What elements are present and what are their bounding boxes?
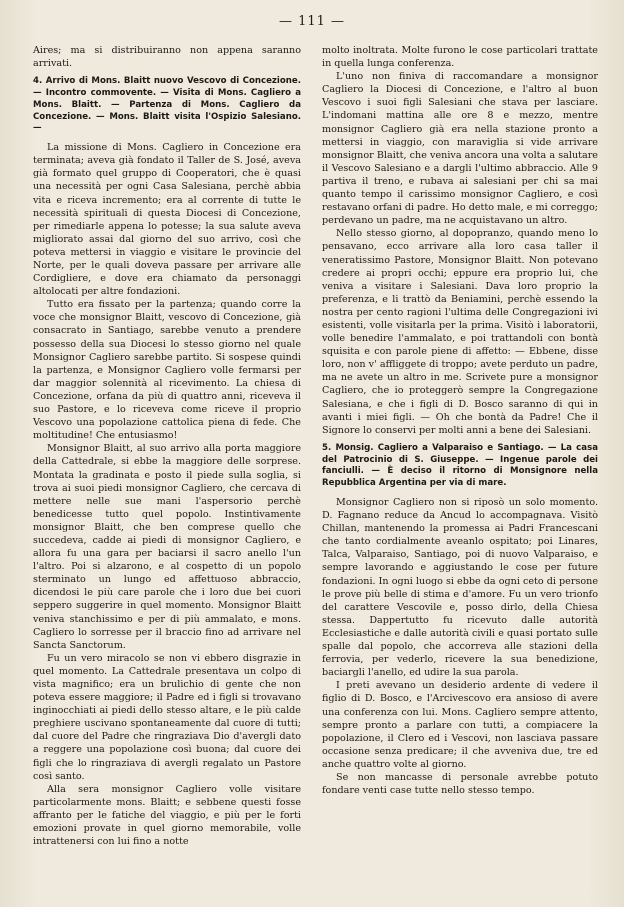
paragraph: Monsignor Blaitt, al suo arrivo alla porta maggiore della Cattedrale, si ebbe la maggiore delle sorprese. Montata la gradinata e posto il piede sulla soglia, si trova ai suoi piedi monsignor Cagliero, che cercava di mettere nelle sue mani l'aspersorio perchè benedicesse tutto quel popolo. Instintivamente monsignor Blaitt, che ben comprese quello che succedeva, cadde ai piedi di monsignor Cagliero, e allora fu una gara per baciarsi il sacro anello l'un l'altro. Poi si alzarono, e al cospetto di un popolo sterminato un lungo ed affettuoso abbraccio, dicendosi le più care parole che i loro due bei cuori seppero suggerire in quel momento. Monsignor Blaitt veniva stanchissimo e per di più ammalato, e mons. Cagliero lo sorresse per il braccio fino ad arrivare nel Sancta Sanctorum. [33, 443, 301, 651]
left-column [33, 44, 301, 848]
paragraph: I preti avevano un desiderio ardente di vedere il figlio di D. Bosco, e l'Arcivescovo era ansioso di avere una conferenza con lui. Mons. Cagliero sempre attento, sempre pronto a parlare con tutti, a compiacere la popolazione, il Clero ed i Vescovi, non lasciava passare occasione senza predicare; il che avveniva due, tre ed anche quattro volte al giorno. [322, 680, 598, 770]
paragraph: Tutto era fissato per la partenza; quando corre la voce che monsignor Blaitt, vescovo di Concezione, già consacrato in Santiago, sarebbe venuto a prendere possesso della sua Diocesi lo stesso giorno nel quale Monsignor Cagliero sarebbe partito. Si sospese quindi la partenza, e Monsignor Cagliero volle fermarsi per dar maggior solennità al ricevimento. La chiesa di Concezione, orfana da più di quattro anni, riceveva il suo Pastore, e lo riceveva come riceve il proprio Vescovo una popolazione cattolica piena di fede. Che moltitudine! Che entusiasmo! [33, 299, 301, 442]
paragraph: Monsignor Cagliero non si riposò un solo momento. D. Fagnano reduce da Ancud lo accompagnava. Visitò Chillan, mantenendo la promessa ai Padri Francescani che tanto cordialmente aveanlo ospitato; poi Linares, Talca, Valparaiso, Santiago, poi di nuovo Valparaiso, e sempre lavorando e aggiustando le cose per future fondazioni. In ogni luogo si ebbe da ogni ceto di persone le prove più belle di stima e d'amore. Fu un vero trionfo del carattere Vescovile e, posso dirlo, della Chiesa stessa. Dappertutto fu ricevuto dalle autorità Ecclesiastiche e dalle autorità civili e quasi portato sulle spalle dal popolo, che accorreva alle stazioni della ferrovia, per vederlo, ricevere la sua benedizione, baciargli l'anello, ed udire la sua parola. [322, 497, 598, 679]
section-5-heading: 5. Monsig. Cagliero a Valparaiso e Santiago. — La casa del Patrocinio di S. Giuseppe. — Ingenue parole dei fanciulli. — È deciso il ritorno di Monsignore nella Repubblica Argentina per via di mare. [322, 442, 598, 489]
paragraph: Fu un vero miracolo se non vi ebbero disgrazie in quel momento. La Cattedrale presentava un colpo di vista magnifico; era un brulichio di gente che non poteva essere maggiore; il Padre ed i figli si trovavano inginocchiati ai piedi dello stesso altare, e le più calde preghiere uscivano spontaneamente dal cuore di tutti; dal cuore del Padre che ringraziava Dio d'avergli dato a reggere una popolazione così buona; dal cuore dei figli che lo ringraziava di avergli regalato un Pastore così santo. [33, 652, 301, 782]
paragraph: L'uno non finiva di raccomandare a monsignor Cagliero la Diocesi di Concezione, e l'altro al buon Vescovo i suoi figli Salesiani che stava per lasciare. L'indomani mattina alle ore 8 e mezzo, mentre monsignor Cagliero già era nella stazione pronto a mettersi in viaggio, con maraviglia si vide arrivare monsignor Blaitt, che veniva ancora una volta a salutare il Vescovo Salesiano e a dargli l'ultimo abbraccio. Alle 9 partiva il treno, e rubava ai salesiani per chi sa mai quanto tempo il carissimo monsignor Cagliero, e così restavano orfani di padre. Ho detto male, e mi correggo; perdevano un padre, ma ne acquistavano un altro. [322, 71, 598, 227]
paragraph: Nello stesso giorno, al dopopranzo, quando meno lo pensavano, ecco arrivare alla loro casa taller il veneratissimo Pastore, Monsignor Blaitt. Non potevano credere ai propri occhi; eppure era proprio lui, che veniva a visitare i Salesiani. Dava loro proprio la preferenza, e li trattò da Beniamini, perchè essendo la nostra per cento ragioni l'ultima delle Congregazioni ivi esistenti, volle visitarla per la prima. Visitò i laboratorii, volle benedire l'ammalato, e poi trattandoli con bontà squisita e con parole piene di affetto: — Ebbene, disse loro, non v' affliggete di troppo; avete perduto un padre, ma ne avete un altro in me. Scrivete pure a monsignor Cagliero, che io proteggerò sempre la Congregazione Salesiana, e che i figli di D. Bosco saranno di qui in avanti i miei figli. — Oh che bontà da Padre! Che il Signore lo conservi per molti anni a bene dei Salesiani. [322, 228, 598, 436]
paragraph: Se non mancasse di personale avrebbe potuto fondare venti case tutte nello stesso tempo. [322, 771, 598, 797]
intro-text: Aires; ma si distribuiranno non appena saranno arrivati. [33, 45, 301, 70]
paragraph: molto inoltrata. Molte furono le cose particolari trattate in quella lunga conferenza. [322, 45, 598, 70]
page-number: — 111 — [278, 14, 346, 29]
right-column [322, 44, 598, 797]
paragraph: La missione di Mons. Cagliero in Concezione era terminata; aveva già fondato il Taller de S. José, aveva già formato quel gruppo di Cooperatori, che è quasi una necessità per ogni Casa Salesiana, perchè abbia vita e riceva incremento; era al corrente di tutte le necessità spirituali di questa Diocesi di Concezione, per rimediarle appena lo potesse; la sua salute aveva migliorato assai dal giorno del suo arrivo, così che poteva mettersi in viaggio e visitare le provincie del Norte, per le quali doveva passare per arrivare alle Cordigliere, e dove era chiamato da personaggi altolocati per altre fondazioni. [33, 142, 301, 298]
paragraph: Alla sera monsignor Cagliero volle visitare particolarmente mons. Blaitt; e sebbene questi fosse affranto per le fatiche del viaggio, e più per le forti emozioni provate in quel giorno memorabile, volle intrattenersi con lui fino a notte [33, 783, 301, 848]
section-4-heading: 4. Arrivo di Mons. Blaitt nuovo Vescovo di Concezione. — Incontro commovente. — Visita di Mons. Cagliero a Mons. Blaitt. — Partenza di Mons. Cagliero da Concezione. — Mons. Blaitt visita l'Ospizio Salesiano. — [33, 76, 301, 134]
